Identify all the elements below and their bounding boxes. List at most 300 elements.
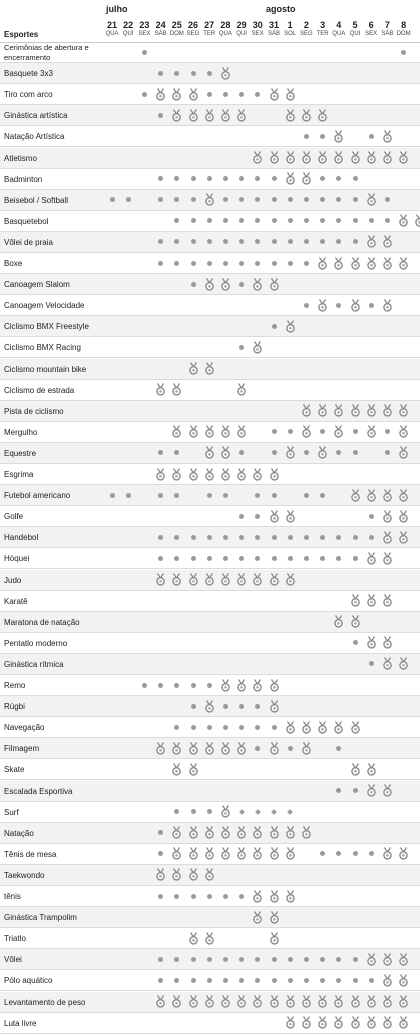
medal-icon xyxy=(363,488,379,502)
medal-icon xyxy=(396,404,412,418)
competition-dot-icon xyxy=(331,952,347,966)
medal-icon xyxy=(396,214,412,228)
sport-name: Atletismo xyxy=(4,153,37,163)
competition-dot-icon xyxy=(298,446,314,460)
medal-icon xyxy=(234,573,250,587)
competition-dot-icon xyxy=(298,551,314,565)
weekday: SÁB xyxy=(267,31,280,37)
medal-icon xyxy=(250,678,266,692)
medal-icon xyxy=(315,995,331,1009)
medal-icon xyxy=(396,488,412,502)
competition-dot-icon xyxy=(282,551,298,565)
medal-icon xyxy=(379,594,395,608)
competition-dot-icon xyxy=(282,193,298,207)
competition-dot-icon xyxy=(347,847,363,861)
sport-row xyxy=(0,464,420,485)
competition-dot-icon xyxy=(169,488,185,502)
competition-dot-icon xyxy=(250,256,266,270)
competition-dot-icon xyxy=(298,298,314,312)
medal-icon xyxy=(282,151,298,165)
medal-icon xyxy=(185,826,201,840)
medal-icon xyxy=(347,762,363,776)
medal-icon xyxy=(315,298,331,312)
medal-icon xyxy=(266,910,282,924)
medal-icon xyxy=(250,826,266,840)
medal-icon xyxy=(234,383,250,397)
medal-icon xyxy=(282,995,298,1009)
competition-dot-icon xyxy=(250,214,266,228)
medal-icon xyxy=(217,995,233,1009)
competition-dot-icon xyxy=(201,488,217,502)
medal-icon xyxy=(169,762,185,776)
competition-dot-icon xyxy=(266,446,282,460)
competition-dot-icon xyxy=(266,488,282,502)
competition-dot-icon xyxy=(234,551,250,565)
competition-dot-icon xyxy=(315,235,331,249)
competition-dot-icon xyxy=(136,45,152,59)
medal-icon xyxy=(217,805,233,819)
month-label-july: julho xyxy=(106,4,128,14)
competition-dot-icon xyxy=(185,66,201,80)
day-header xyxy=(298,20,314,38)
weekday: QUA xyxy=(218,31,232,37)
day-header xyxy=(331,20,347,38)
medal-icon xyxy=(282,1016,298,1030)
competition-dot-icon xyxy=(266,530,282,544)
competition-dot-icon xyxy=(201,235,217,249)
special-event-diamond-icon xyxy=(234,805,250,819)
medal-icon xyxy=(379,995,395,1009)
competition-dot-icon xyxy=(201,66,217,80)
sport-row xyxy=(0,401,420,422)
medal-icon xyxy=(185,87,201,101)
medal-icon xyxy=(396,530,412,544)
competition-dot-icon xyxy=(169,889,185,903)
competition-dot-icon xyxy=(153,826,169,840)
medal-icon xyxy=(298,1016,314,1030)
competition-dot-icon xyxy=(169,952,185,966)
day-header xyxy=(185,20,201,38)
medal-icon xyxy=(315,446,331,460)
competition-dot-icon xyxy=(347,973,363,987)
sport-name: Karatê xyxy=(4,596,28,606)
day-number: 22 xyxy=(123,20,134,30)
medal-icon xyxy=(331,995,347,1009)
competition-dot-icon xyxy=(153,551,169,565)
medal-icon xyxy=(282,108,298,122)
medal-icon xyxy=(315,1016,331,1030)
medal-icon xyxy=(298,172,314,186)
medal-icon xyxy=(379,404,395,418)
medal-icon xyxy=(250,573,266,587)
medal-icon xyxy=(331,1016,347,1030)
medal-icon xyxy=(169,108,185,122)
weekday: QUA xyxy=(332,31,346,37)
medal-icon xyxy=(169,868,185,882)
medal-icon xyxy=(298,425,314,439)
day-number: 28 xyxy=(220,20,231,30)
sport-row xyxy=(0,949,420,970)
medal-icon xyxy=(250,995,266,1009)
medal-icon xyxy=(234,741,250,755)
medal-icon xyxy=(396,973,412,987)
sport-name: Luta livre xyxy=(4,1018,37,1028)
sport-name: Esgrima xyxy=(4,470,34,479)
medal-icon xyxy=(396,425,412,439)
sport-name: Ciclismo BMX Freestyle xyxy=(4,322,89,332)
medal-icon xyxy=(363,235,379,249)
day-header xyxy=(201,20,217,38)
competition-dot-icon xyxy=(315,952,331,966)
competition-dot-icon xyxy=(379,214,395,228)
medal-icon xyxy=(185,425,201,439)
medal-icon xyxy=(169,425,185,439)
medal-icon xyxy=(217,277,233,291)
weekday: QUI xyxy=(349,31,361,37)
medal-icon xyxy=(217,425,233,439)
sport-name: Tiro com arco xyxy=(4,90,53,100)
day-header xyxy=(282,20,298,38)
sport-name: Ginástica Trampolim xyxy=(4,913,77,923)
medal-icon xyxy=(347,720,363,734)
medal-icon xyxy=(234,467,250,481)
competition-dot-icon xyxy=(201,720,217,734)
sport-name: Handebol xyxy=(4,533,39,543)
competition-dot-icon xyxy=(331,973,347,987)
competition-dot-icon xyxy=(347,636,363,650)
competition-dot-icon xyxy=(250,235,266,249)
sport-row xyxy=(0,992,420,1013)
medal-icon xyxy=(201,931,217,945)
medal-icon xyxy=(266,277,282,291)
medal-icon xyxy=(266,741,282,755)
sport-name: Hóquei xyxy=(4,554,30,564)
weekday: SOL xyxy=(284,31,297,37)
competition-dot-icon xyxy=(363,530,379,544)
competition-dot-icon xyxy=(169,172,185,186)
medal-icon xyxy=(217,741,233,755)
competition-dot-icon xyxy=(347,214,363,228)
sport-name: Boxe xyxy=(4,259,23,268)
competition-dot-icon xyxy=(315,193,331,207)
medal-icon xyxy=(298,826,314,840)
sport-name: Ciclismo mountain bike xyxy=(4,364,87,374)
sport-name: Golfe xyxy=(4,512,24,522)
medal-icon xyxy=(315,256,331,270)
competition-dot-icon xyxy=(217,720,233,734)
day-number: 8 xyxy=(401,20,407,30)
medal-icon xyxy=(379,509,395,523)
medal-icon xyxy=(396,509,412,523)
competition-dot-icon xyxy=(120,193,136,207)
competition-dot-icon xyxy=(250,172,266,186)
sport-name: Escalada Esportiva xyxy=(4,786,73,796)
medal-icon xyxy=(201,362,217,376)
competition-dot-icon xyxy=(298,530,314,544)
medal-icon xyxy=(379,551,395,565)
medal-icon xyxy=(282,889,298,903)
medal-icon xyxy=(379,847,395,861)
competition-dot-icon xyxy=(298,256,314,270)
medal-icon xyxy=(266,931,282,945)
competition-dot-icon xyxy=(250,87,266,101)
competition-dot-icon xyxy=(363,847,379,861)
medal-icon xyxy=(363,594,379,608)
competition-dot-icon xyxy=(331,446,347,460)
medal-icon xyxy=(396,657,412,671)
competition-dot-icon xyxy=(379,425,395,439)
sport-name: Badminton xyxy=(4,174,43,184)
competition-dot-icon xyxy=(331,551,347,565)
competition-dot-icon xyxy=(234,340,250,354)
competition-dot-icon xyxy=(169,973,185,987)
competition-dot-icon xyxy=(250,551,266,565)
day-number: 3 xyxy=(320,20,326,30)
competition-dot-icon xyxy=(347,784,363,798)
medal-icon xyxy=(250,340,266,354)
day-number: 30 xyxy=(252,20,263,30)
medal-icon xyxy=(379,952,395,966)
medal-icon xyxy=(266,847,282,861)
medal-icon xyxy=(234,826,250,840)
competition-dot-icon xyxy=(185,235,201,249)
competition-dot-icon xyxy=(282,235,298,249)
sport-row xyxy=(0,570,420,591)
sport-row xyxy=(0,823,420,844)
medal-icon xyxy=(201,277,217,291)
medal-icon xyxy=(315,108,331,122)
medal-icon xyxy=(379,1016,395,1030)
sport-row xyxy=(0,970,420,991)
medal-icon xyxy=(396,995,412,1009)
competition-dot-icon xyxy=(282,214,298,228)
medal-icon xyxy=(266,826,282,840)
competition-dot-icon xyxy=(185,277,201,291)
medal-icon xyxy=(217,66,233,80)
sport-name: Ginástica rítmica xyxy=(4,659,64,669)
sport-row xyxy=(0,105,420,126)
day-number: 2 xyxy=(303,20,309,30)
sport-row xyxy=(0,781,420,802)
competition-dot-icon xyxy=(347,551,363,565)
competition-dot-icon xyxy=(363,509,379,523)
sport-name: Basquetebol xyxy=(4,216,49,226)
competition-dot-icon xyxy=(201,530,217,544)
competition-dot-icon xyxy=(315,172,331,186)
competition-dot-icon xyxy=(104,193,120,207)
competition-dot-icon xyxy=(153,847,169,861)
medal-icon xyxy=(282,573,298,587)
medal-icon xyxy=(363,551,379,565)
competition-dot-icon xyxy=(282,973,298,987)
medal-icon xyxy=(153,573,169,587)
medal-icon xyxy=(363,995,379,1009)
weekday: SEX xyxy=(251,31,264,37)
competition-dot-icon xyxy=(266,172,282,186)
competition-dot-icon xyxy=(169,805,185,819)
competition-dot-icon xyxy=(120,488,136,502)
medal-icon xyxy=(363,425,379,439)
medal-icon xyxy=(347,594,363,608)
day-header xyxy=(315,20,331,38)
sport-name: Pista de ciclismo xyxy=(4,406,64,416)
competition-dot-icon xyxy=(201,172,217,186)
competition-dot-icon xyxy=(250,488,266,502)
competition-dot-icon xyxy=(201,952,217,966)
competition-dot-icon xyxy=(298,973,314,987)
medal-icon xyxy=(185,847,201,861)
medal-icon xyxy=(379,256,395,270)
sport-row xyxy=(0,548,420,569)
competition-dot-icon xyxy=(363,298,379,312)
weekday: QUI xyxy=(122,31,134,37)
sport-name: Taekwondo xyxy=(4,870,45,880)
sport-name: Surf xyxy=(4,807,19,817)
competition-dot-icon xyxy=(201,973,217,987)
sport-name: Basquete 3x3 xyxy=(4,69,53,79)
sport-row xyxy=(0,316,420,337)
sport-row xyxy=(0,675,420,696)
sport-name: Vôlei de praia xyxy=(4,237,53,247)
competition-dot-icon xyxy=(250,720,266,734)
competition-dot-icon xyxy=(379,446,395,460)
competition-dot-icon xyxy=(282,530,298,544)
medal-icon xyxy=(169,383,185,397)
competition-dot-icon xyxy=(363,214,379,228)
competition-dot-icon xyxy=(250,530,266,544)
day-header xyxy=(396,20,412,38)
competition-dot-icon xyxy=(217,214,233,228)
medal-icon xyxy=(282,509,298,523)
competition-dot-icon xyxy=(201,87,217,101)
sport-name: Pólo aquático xyxy=(4,976,53,986)
day-number: 26 xyxy=(187,20,198,30)
competition-dot-icon xyxy=(153,889,169,903)
medal-icon xyxy=(201,467,217,481)
sport-name: Maratona de natação xyxy=(4,617,80,627)
medal-icon xyxy=(331,720,347,734)
day-number: 5 xyxy=(352,20,358,30)
sport-name: Cerimônias de abertura e encerramento xyxy=(4,43,89,62)
day-number: 7 xyxy=(384,20,390,30)
competition-dot-icon xyxy=(250,973,266,987)
day-number: 24 xyxy=(155,20,166,30)
sport-row xyxy=(0,527,420,548)
sport-name: Equestre xyxy=(4,448,37,458)
competition-dot-icon xyxy=(234,172,250,186)
medal-icon xyxy=(201,741,217,755)
sport-row xyxy=(0,612,420,633)
medal-icon xyxy=(412,214,420,228)
medal-icon xyxy=(250,847,266,861)
sport-name: Natação xyxy=(4,828,34,838)
day-header xyxy=(104,20,120,38)
medal-icon xyxy=(250,467,266,481)
competition-dot-icon xyxy=(217,973,233,987)
medal-icon xyxy=(201,847,217,861)
competition-dot-icon xyxy=(153,235,169,249)
medal-icon xyxy=(363,193,379,207)
competition-dot-icon xyxy=(201,678,217,692)
day-number: 4 xyxy=(336,20,342,30)
medal-icon xyxy=(266,995,282,1009)
medal-icon xyxy=(347,1016,363,1030)
medal-icon xyxy=(363,151,379,165)
medal-icon xyxy=(363,256,379,270)
medal-icon xyxy=(153,87,169,101)
competition-dot-icon xyxy=(234,509,250,523)
competition-dot-icon xyxy=(331,784,347,798)
competition-dot-icon xyxy=(234,720,250,734)
competition-dot-icon xyxy=(282,256,298,270)
medal-icon xyxy=(379,636,395,650)
sport-name: Futebol americano xyxy=(4,491,71,501)
competition-dot-icon xyxy=(298,129,314,143)
medal-icon xyxy=(396,446,412,460)
medal-icon xyxy=(185,362,201,376)
medal-icon xyxy=(282,720,298,734)
sport-name: Remo xyxy=(4,681,26,690)
competition-dot-icon xyxy=(266,256,282,270)
medal-icon xyxy=(185,467,201,481)
competition-dot-icon xyxy=(136,678,152,692)
sport-row xyxy=(0,485,420,506)
competition-dot-icon xyxy=(217,488,233,502)
sport-name: tênis xyxy=(4,892,21,901)
competition-dot-icon xyxy=(315,551,331,565)
sport-row xyxy=(0,928,420,949)
sport-row xyxy=(0,232,420,253)
special-event-diamond-icon xyxy=(266,805,282,819)
competition-dot-icon xyxy=(363,973,379,987)
competition-dot-icon xyxy=(169,551,185,565)
competition-dot-icon xyxy=(266,551,282,565)
medal-icon xyxy=(185,108,201,122)
competition-dot-icon xyxy=(153,530,169,544)
sport-name: Natação Artística xyxy=(4,132,65,142)
weekday: TER xyxy=(203,31,216,37)
sports-column-label: Esportes xyxy=(4,30,39,39)
sport-row xyxy=(0,1013,420,1034)
medal-icon xyxy=(169,995,185,1009)
competition-dot-icon xyxy=(234,87,250,101)
medal-icon xyxy=(347,615,363,629)
competition-dot-icon xyxy=(298,193,314,207)
medal-icon xyxy=(379,129,395,143)
competition-dot-icon xyxy=(331,298,347,312)
competition-dot-icon xyxy=(331,530,347,544)
medal-icon xyxy=(315,720,331,734)
sport-name: Navegação xyxy=(4,723,45,733)
medal-icon xyxy=(169,826,185,840)
competition-dot-icon xyxy=(347,172,363,186)
sport-row xyxy=(0,506,420,527)
medal-icon xyxy=(266,889,282,903)
medal-icon xyxy=(169,741,185,755)
medal-icon xyxy=(298,404,314,418)
competition-dot-icon xyxy=(185,973,201,987)
medal-icon xyxy=(153,995,169,1009)
competition-dot-icon xyxy=(347,530,363,544)
sport-name: Canoagem Slalom xyxy=(4,280,70,290)
competition-dot-icon xyxy=(315,530,331,544)
competition-dot-icon xyxy=(185,551,201,565)
competition-dot-icon xyxy=(185,889,201,903)
sport-name: Tênis de mesa xyxy=(4,849,57,859)
day-header xyxy=(250,20,266,38)
competition-dot-icon xyxy=(104,488,120,502)
sport-name: Mergulho xyxy=(4,427,38,437)
